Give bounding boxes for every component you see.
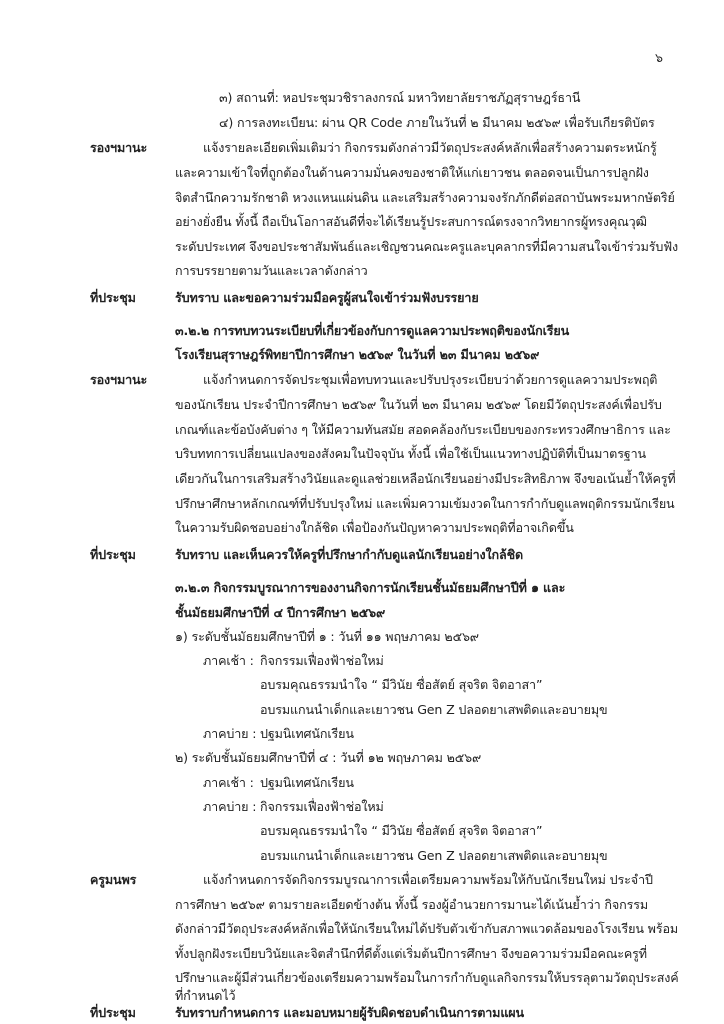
text-line: ของนักเรียน ประจำปีการศึกษา ๒๕๖๙ ในวันที่ ๒๓ มีนาคม ๒๕๖๙ โดยมีวัตถุประสงค์เพื่อปรับ: [175, 397, 662, 412]
section-heading: ๓.๒.๓ กิจกรรมบูรณาการของงานกิจการนักเรียนชั้นมัธยมศึกษาปีที่ ๑ และ: [175, 580, 566, 595]
schedule-item: อบรมคุณธรรมนำใจ “ มีวินัย ซื่อสัตย์ สุจริต จิตอาสา”: [260, 677, 543, 692]
text-line: แจ้งกำหนดการจัดกิจกรรมบูรณาการเพื่อเตรียมความพร้อมให้กับนักเรียนใหม่ ประจำปี: [203, 872, 653, 887]
schedule-item: กิจกรรมเฟื่องฟ้าช่อใหม่: [260, 653, 384, 668]
text-line: ในความรับผิดชอบอย่างใกล้ชิด เพื่อป้องกันปัญหาความประพฤติที่อาจเกิดขึ้น: [175, 520, 574, 535]
text-line: บริบททการเปลี่ยนแปลงของสังคมในปัจจุบัน ทั้งนี้ เพื่อใช้เป็นแนวทางปฏิบัติที่เป็นมาตรฐาน: [175, 446, 646, 461]
text-line: ปรึกษาศึกษาหลักเกณฑ์ที่ปรับปรุงใหม่ และเพิ่มความเข้มงวดในการกำกับดูแลพฤติกรรมนักเรียน: [175, 496, 675, 511]
meeting-label: ที่ประชุม: [90, 290, 136, 305]
schedule-label: ภาคบ่าย :: [203, 799, 257, 814]
text-line: ปรึกษาและผู้มีส่วนเกี่ยวข้องเตรียมความพร้อมในการกำกับดูแลกิจกรรมให้บรรลุตามวัตถุประสงค์: [175, 970, 679, 985]
resolution-text: รับทราบ และเห็นควรให้ครูที่ปรึกษากำกับดูแลนักเรียนอย่างใกล้ชิด: [175, 547, 523, 562]
schedule-label: ภาคเช้า :: [203, 653, 254, 668]
list-item: ๒) ระดับชั้นมัธยมศึกษาปีที่ ๔ : วันที่ ๑๒ พฤษภาคม ๒๕๖๙: [175, 750, 482, 765]
text-line: อย่างยั่งยืน ทั้งนี้ ถือเป็นโอกาสอันดีที่จะได้เรียนรู้ประสบการณ์ตรงจากวิทยากรผู้ทรงคุณวุฒิ: [175, 214, 647, 229]
text-line: ทั้งปลูกฝังระเบียบวินัยและจิตสำนึกที่ดีตั้งแต่เริ่มต้นปีการศึกษา จึงขอความร่วมมือคณะครูที่: [175, 946, 647, 961]
text-line: การบรรยายตามวันและเวลาดังกล่าว: [175, 263, 368, 278]
text-line: เกณฑ์และข้อบังคับต่าง ๆ ให้มีความทันสมัย สอดคล้องกับระเบียบของกระทรวงศึกษาธิการ และ: [175, 422, 671, 437]
text-line: ๓) สถานที่: หอประชุมวชิราลงกรณ์ มหาวิทยาลัยราชภัฏสุราษฎร์ธานี: [219, 90, 581, 105]
schedule-item: อบรมคุณธรรมนำใจ “ มีวินัย ซื่อสัตย์ สุจริต จิตอาสา”: [260, 823, 543, 838]
resolution-text: รับทราบ และขอความร่วมมือครูผู้สนใจเข้าร่วมฟังบรรยาย: [175, 290, 479, 305]
text-line: ๔) การลงทะเบียน: ผ่าน QR Code ภายในวันที่ ๒ มีนาคม ๒๕๖๙ เพื่อรับเกียรติบัตร: [219, 115, 655, 130]
list-item: ๑) ระดับชั้นมัธยมศึกษาปีที่ ๑ : วันที่ ๑๑ พฤษภาคม ๒๕๖๙: [175, 629, 479, 644]
text-line: ที่กำหนดไว้: [175, 988, 236, 1003]
speaker-label: รองฯมานะ: [90, 372, 148, 387]
speaker-label: ครูมนพร: [90, 872, 137, 887]
schedule-item: อบรมแกนนำเด็กและเยาวชน Gen Z ปลอดยาเสพติดและอบายมุข: [260, 702, 608, 717]
schedule-label: ภาคเช้า :: [203, 775, 254, 790]
text-line: ระดับประเทศ จึงขอประชาสัมพันธ์และเชิญชวนคณะครูและบุคลากรที่มีความสนใจเข้าร่วมรับฟัง: [175, 239, 678, 254]
resolution-text: รับทราบกำหนดการ และมอบหมายผู้รับผิดชอบดำเนินการตามแผน: [175, 1005, 524, 1020]
section-heading: ๓.๒.๒ การทบทวนระเบียบที่เกี่ยวข้องกับการดูแลความประพฤติของนักเรียน: [175, 323, 570, 338]
text-line: เดียวกันในการเสริมสร้างวินัยและดูแลช่วยเหลือนักเรียนอย่างมีประสิทธิภาพ จึงขอเน้นย้ำให้ครูที่: [175, 471, 676, 486]
section-heading: โรงเรียนสุราษฎร์พิทยาปีการศึกษา ๒๕๖๙ ในวันที่ ๒๓ มีนาคม ๒๕๖๙: [175, 347, 540, 362]
text-line: แจ้งกำหนดการจัดประชุมเพื่อทบทวนและปรับปรุงระเบียบว่าด้วยการดูแลความประพฤติ: [203, 372, 658, 387]
schedule-item: กิจกรรมเฟื่องฟ้าช่อใหม่: [260, 799, 384, 814]
section-heading: ชั้นมัธยมศึกษาปีที่ ๔ ปีการศึกษา ๒๕๖๙: [175, 605, 386, 620]
meeting-label: ที่ประชุม: [90, 1005, 136, 1020]
schedule-item: ปฐมนิเทศนักเรียน: [260, 726, 354, 741]
text-line: ดังกล่าวมีวัตถุประสงค์หลักเพื่อให้นักเรียนใหม่ได้ปรับตัวเข้ากับสภาพแวดล้อมของโรงเรียน พร้อม: [175, 921, 679, 936]
text-line: จิตสำนึกความรักชาติ หวงแหนแผ่นดิน และเสริมสร้างความจงรักภักดีต่อสถาบันพระมหากษัตริย์: [175, 190, 675, 205]
schedule-item: ปฐมนิเทศนักเรียน: [260, 775, 354, 790]
page-number: ๖: [655, 50, 663, 65]
text-line: และความเข้าใจที่ถูกต้องในด้านความมั่นคงของชาติให้แก่เยาวชน ตลอดจนเป็นการปลูกฝัง: [175, 165, 649, 180]
meeting-label: ที่ประชุม: [90, 547, 136, 562]
text-line: แจ้งรายละเอียดเพิ่มเติมว่า กิจกรรมดังกล่าวมีวัตถุประสงค์หลักเพื่อสร้างความตระหนักรู้: [203, 140, 657, 155]
schedule-label: ภาคบ่าย :: [203, 726, 257, 741]
text-line: การศึกษา ๒๕๖๙ ตามรายละเอียดข้างต้น ทั้งนี้ รองผู้อำนวยการมานะได้เน้นย้ำว่า กิจกรรม: [175, 897, 648, 912]
speaker-label: รองฯมานะ: [90, 140, 148, 155]
schedule-item: อบรมแกนนำเด็กและเยาวชน Gen Z ปลอดยาเสพติดและอบายมุข: [260, 848, 608, 863]
